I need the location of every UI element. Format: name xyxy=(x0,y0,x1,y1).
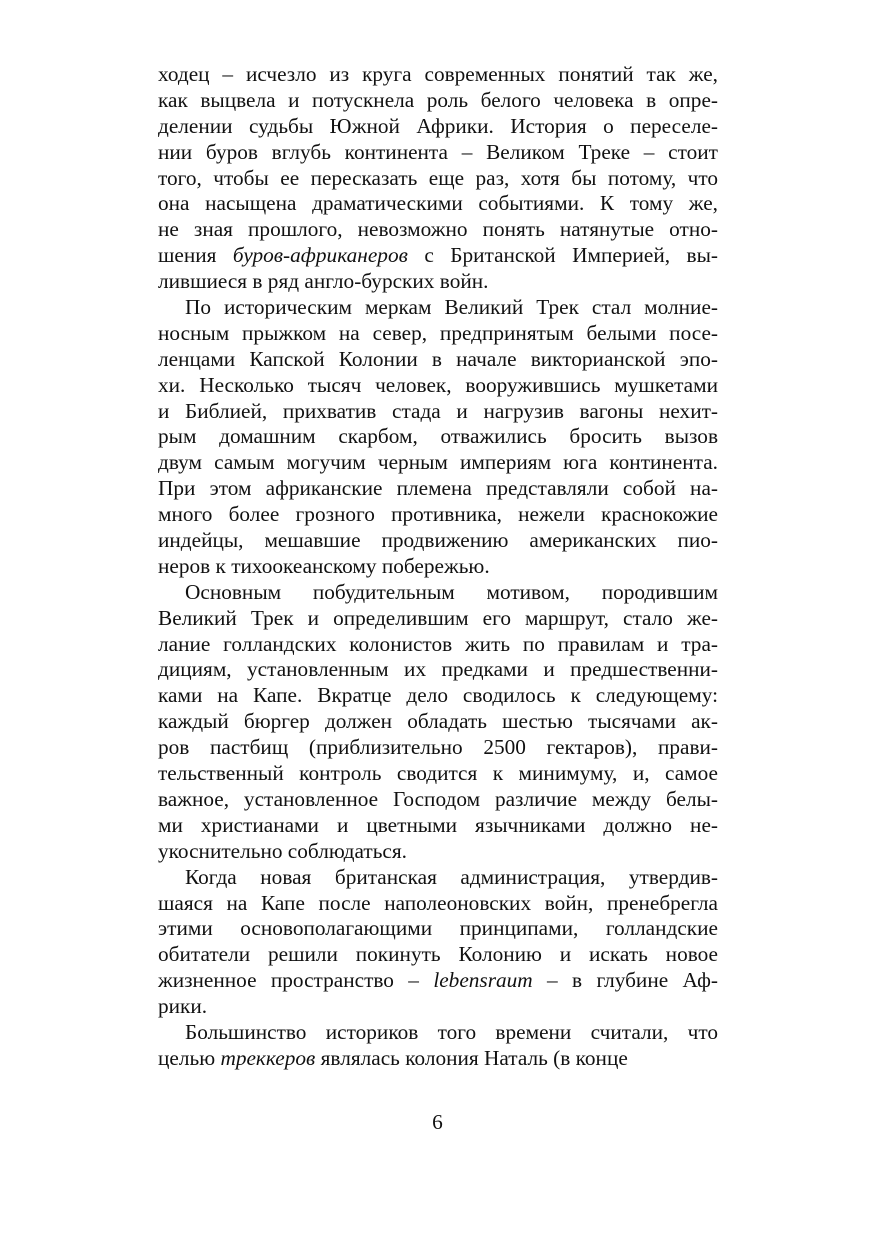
text-fragment: хи. Несколько тысяч человек, вооружившись мушкетами xyxy=(158,372,718,397)
text-fragment: ленцами Капской Колонии в начале викторианской эпо- xyxy=(158,346,718,371)
text-fragment: она насыщена драматическими событиями. К тому же, xyxy=(158,191,718,216)
text-fragment: индейцы, мешавшие продвижению американских пио- xyxy=(158,528,718,553)
text-line xyxy=(158,839,718,865)
text-fragment: Большинство историков того времени считали, что xyxy=(185,1019,718,1044)
text-line xyxy=(158,502,718,528)
text-line xyxy=(158,424,718,450)
text-line xyxy=(158,321,718,347)
text-line xyxy=(158,140,718,166)
text-fragment: являлась колония Наталь (в конце xyxy=(315,1045,628,1070)
text-fragment: не зная прошлого, невозможно понять натянутые отно- xyxy=(158,217,718,242)
paragraph xyxy=(158,295,718,580)
text-line xyxy=(158,916,718,942)
text-line xyxy=(158,657,718,683)
text-line xyxy=(158,994,718,1020)
text-fragment: обитатели решили покинуть Колонию и искать новое xyxy=(158,942,718,967)
text-line xyxy=(158,528,718,554)
text-line xyxy=(158,891,718,917)
text-line xyxy=(158,347,718,373)
text-fragment: лившиеся в ряд англо-бурских войн. xyxy=(158,269,489,294)
text-fragment: рики. xyxy=(158,994,208,1019)
text-line xyxy=(158,373,718,399)
text-fragment: По историческим меркам Великий Трек стал молние- xyxy=(185,295,718,320)
text-fragment: тельственный контроль сводится к минимуму, и, самое xyxy=(158,761,718,786)
text-line xyxy=(158,709,718,735)
text-fragment: рым домашним скарбом, отважились бросить вызов xyxy=(158,424,718,449)
text-line xyxy=(158,942,718,968)
text-fragment: Основным побудительным мотивом, породившим xyxy=(185,579,718,604)
text-fragment: Когда новая британская администрация, утвердив- xyxy=(185,864,718,889)
text-line xyxy=(158,1020,718,1046)
text-line xyxy=(158,476,718,502)
text-fragment: много более грозного противника, нежели краснокожие xyxy=(158,502,718,527)
text-fragment: ров пастбищ (приблизительно 2500 гектаров), прави- xyxy=(158,735,718,760)
text-line xyxy=(158,62,718,88)
text-fragment: ми христианами и цветными язычниками должно не- xyxy=(158,812,718,837)
page-number: 6 xyxy=(432,1110,443,1134)
text-line xyxy=(158,761,718,787)
text-line xyxy=(158,243,718,269)
paragraph xyxy=(158,62,718,295)
text-fragment: с Британской Империей, вы- xyxy=(407,243,718,268)
body-text xyxy=(158,62,718,1072)
text-fragment: как выцвела и потускнела роль белого человека в опре- xyxy=(158,87,718,112)
text-fragment: лание голландских колонистов жить по правилам и тра- xyxy=(158,631,718,656)
text-fragment: каждый бюргер должен обладать шестью тысячами ак- xyxy=(158,709,718,734)
text-line xyxy=(158,114,718,140)
text-line xyxy=(158,450,718,476)
text-fragment: носным прыжком на север, предпринятым белыми посе- xyxy=(158,320,718,345)
text-fragment: нии буров вглубь континента – Великом Треке – стоит xyxy=(158,139,718,164)
text-fragment: этими основополагающими принципами, голландские xyxy=(158,916,718,941)
text-line xyxy=(158,683,718,709)
italic-term: lebensraum xyxy=(433,968,533,993)
text-line xyxy=(158,88,718,114)
text-fragment: того, чтобы ее пересказать еще раз, хотя бы потому, что xyxy=(158,165,718,190)
text-fragment: ходец – исчезло из круга современных понятий так же, xyxy=(158,62,718,86)
italic-term: буров-африканеров xyxy=(232,243,408,268)
text-fragment: двум самым могучим черным империям юга континента. xyxy=(158,450,718,475)
text-fragment: ками на Капе. Вкратце дело сводилось к следующему: xyxy=(158,683,718,708)
text-fragment: шаяся на Капе после наполеоновских войн, пренебрегла xyxy=(158,890,718,915)
text-fragment: шения xyxy=(158,243,233,268)
text-fragment: дициям, установленным их предками и предшественни- xyxy=(158,657,718,682)
text-line xyxy=(158,554,718,580)
text-line xyxy=(158,735,718,761)
text-fragment: – в глубине Аф- xyxy=(532,968,718,993)
text-line xyxy=(158,968,718,994)
text-fragment: неров к тихоокеанскому побережью. xyxy=(158,553,490,578)
text-line xyxy=(158,787,718,813)
text-line xyxy=(158,865,718,891)
text-fragment: делении судьбы Южной Африки. История о переселе- xyxy=(158,113,718,138)
text-line xyxy=(158,580,718,606)
text-line xyxy=(158,191,718,217)
paragraph xyxy=(158,580,718,865)
paragraph xyxy=(158,865,718,1020)
text-fragment: При этом африканские племена представляли собой на- xyxy=(158,476,718,501)
text-line xyxy=(158,1046,718,1072)
text-line xyxy=(158,269,718,295)
text-fragment: Великий Трек и определившим его маршрут, стало же- xyxy=(158,605,718,630)
text-line xyxy=(158,632,718,658)
paragraph xyxy=(158,1020,718,1072)
text-line xyxy=(158,166,718,192)
text-line xyxy=(158,399,718,425)
text-fragment: важное, установленное Господом различие между белы- xyxy=(158,786,718,811)
text-line xyxy=(158,295,718,321)
text-line xyxy=(158,813,718,839)
text-fragment: целью xyxy=(158,1045,221,1070)
text-line xyxy=(158,606,718,632)
text-fragment: укоснительно соблюдаться. xyxy=(158,838,408,863)
text-fragment: жизненное пространство – xyxy=(158,968,434,993)
text-line xyxy=(158,217,718,243)
text-fragment: и Библией, прихватив стада и нагрузив вагоны нехит- xyxy=(158,398,718,423)
italic-term: треккеров xyxy=(220,1045,316,1070)
